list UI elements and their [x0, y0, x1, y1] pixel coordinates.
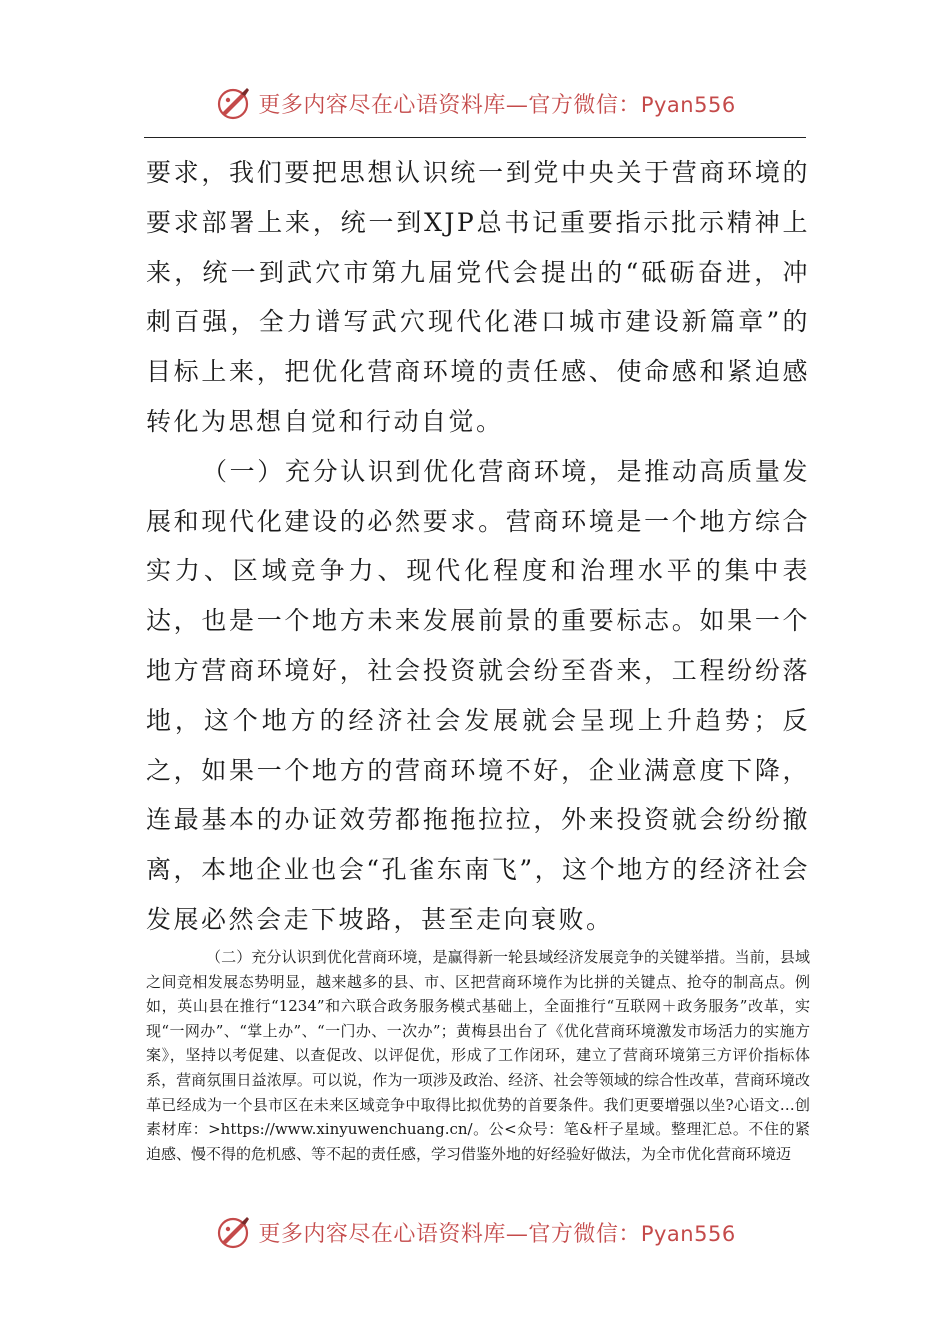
document-body-small [146, 945, 810, 1166]
paragraph-3: （二）充分认识到优化营商环境，是赢得新一轮县域经济发展竞争的关键举措。当前，县域之间竞相发展态势明显，越来越多的县、市、区把营商环境作为比拼的关键点、抢夺的制高点。例如，英山县在推行“1234”和六联合政务服务模式基础上，全面推行“互联网＋政务服务”改革，实现“一网办”、“掌上办”、“一门办、一次办”；黄梅县出台了《优化营商环境激发市场活力的实施方案》，坚持以考促建、以查促改、以评促优，形成了工作闭环，建立了营商环境第三方评价指标体系，营商氛围日益浓厚。可以说，作为一项涉及政治、经济、社会等领域的综合性改革，营商环境改革已经成为一个县市区在未来区域竞争中取得比拟优势的首要条件。我们更要增强以坐?心语文…创素材库：>https://www.xinyuwenchuang.cn/。公<众号：笔&杆子星域。整理汇总。不住的紧迫感、慢不得的危机感、等不起的责任感，学习借鉴外地的好经验好做法，为全市优化营商环境迈 [146, 948, 810, 1163]
pen-logo-icon [214, 83, 254, 123]
footer-banner-text-cn: 更多内容尽在心语资料库—官方微信： [258, 1221, 641, 1247]
paragraph-1: 要求，我们要把思想认识统一到党中央关于营商环境的要求部署上来，统一到XJP总书记重要指示批示精神上来，统一到武穴市第九届党代会提出的“砥砺奋进，冲刺百强，全力谱写武穴现代化港口城市建设新篇章”的目标上来，把优化营商环境的责任感、使命感和紧迫感转化为思想自觉和行动自觉。 [146, 158, 810, 436]
header-banner-text-cn: 更多内容尽在心语资料库—官方微信： [258, 92, 641, 118]
header-banner-text [258, 88, 735, 119]
header-divider [144, 137, 806, 138]
footer-banner-text [258, 1217, 735, 1248]
pen-logo-icon [214, 1212, 254, 1252]
footer-banner-wechat-id: Pyan556 [640, 1221, 736, 1246]
footer-banner [0, 1207, 950, 1257]
document-body [146, 148, 810, 945]
header-banner [0, 78, 950, 128]
header-banner-wechat-id: Pyan556 [640, 92, 736, 117]
paragraph-2: （一）充分认识到优化营商环境，是推动高质量发展和现代化建设的必然要求。营商环境是一个地方综合实力、区域竞争力、现代化程度和治理水平的集中表达，也是一个地方未来发展前景的重要标志。如果一个地方营商环境好，社会投资就会纷至沓来，工程纷纷落地，这个地方的经济社会发展就会呈现上升趋势；反之，如果一个地方的营商环境不好，企业满意度下降，连最基本的办证效劳都拖拖拉拉，外来投资就会纷纷撤离，本地企业也会“孔雀东南飞”，这个地方的经济社会发展必然会走下坡路，甚至走向衰败。 [146, 456, 810, 934]
